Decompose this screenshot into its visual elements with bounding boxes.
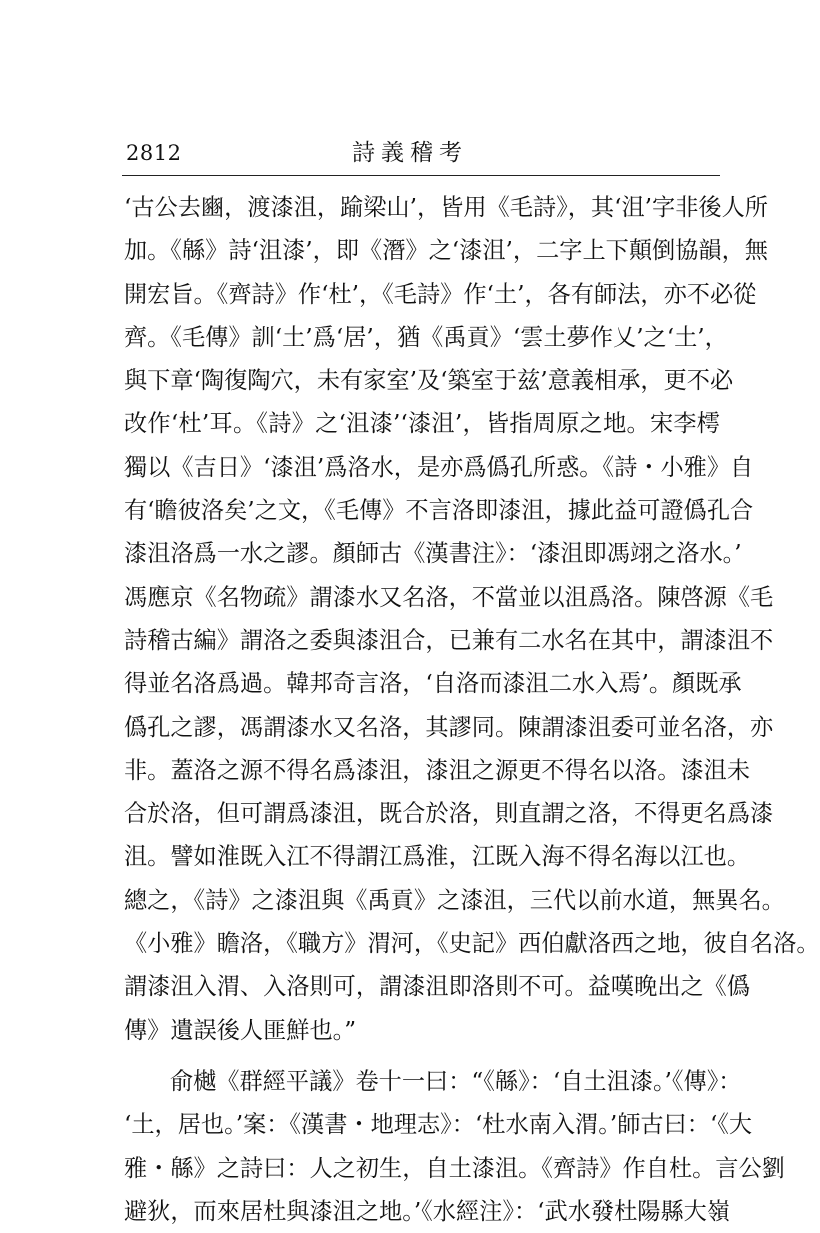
text-line: 總之，《詩》之漆沮與《禹貢》之漆沮，三代以前水道，無異名。 — [124, 886, 785, 914]
paragraph-1 — [124, 186, 820, 1052]
text-line: 與下章‘陶復陶穴，未有家室’及‘築室于兹’意義相承，更不必 — [124, 367, 734, 395]
text-line: 改作‘杜’耳。《詩》之‘沮漆’‘漆沮’，皆指周原之地。宋李樗 — [124, 410, 720, 438]
text-line: 避狄，而來居杜與漆沮之地。’《水經注》：‘武水發杜陽縣大嶺 — [124, 1197, 731, 1225]
running-title: 詩義稽考 — [352, 140, 468, 166]
page-header — [126, 140, 720, 174]
text-line: 齊。《毛傳》訓‘土’爲‘居’，猶《禹貢》‘雲土夢作乂’之‘土’， — [124, 323, 728, 351]
text-line: 雅・緜》之詩曰：人之初生，自土漆沮。《齊詩》作自杜。言公劉 — [124, 1154, 785, 1182]
text-line: 非。蓋洛之源不得名爲漆沮，漆沮之源更不得名以洛。漆沮未 — [124, 756, 751, 784]
text-line: 獨以《吉日》‘漆沮’爲洛水，是亦爲僞孔所惑。《詩・小雅》自 — [124, 453, 754, 481]
text-line: 沮。譬如淮既入江不得謂江爲淮，江既入海不得名海以江也。 — [124, 843, 751, 871]
text-line: 僞孔之謬，馮謂漆水又名洛，其謬同。陳謂漆沮委可並名洛，亦 — [124, 713, 774, 741]
text-line: 傳》遺誤後人匪鮮也。” — [124, 1016, 357, 1044]
text-line: 《小雅》瞻洛，《職方》渭河，《史記》西伯獻洛西之地，彼自名洛。 — [124, 930, 820, 958]
text-line: ‘土，居也。’案：《漢書・地理志》：‘杜水南入渭。’師古曰：‘《大 — [124, 1111, 753, 1139]
text-line: 漆沮洛爲一水之謬。顏師古《漢書注》：‘漆沮即馮翊之洛水。’ — [124, 540, 742, 568]
text-line: 馮應京《名物疏》謂漆水又名洛，不當並以沮爲洛。陳啓源《毛 — [124, 583, 774, 611]
header-divider — [122, 175, 720, 176]
page-number: 2812 — [126, 141, 182, 165]
text-line: 謂漆沮入渭、入洛則可，謂漆沮即洛則不可。益嘆晚出之《僞 — [124, 973, 751, 1001]
text-line: 合於洛，但可謂爲漆沮，既合於洛，則直謂之洛，不得更名爲漆 — [124, 800, 774, 828]
text-line: 開宏旨。《齊詩》作‘杜’，《毛詩》作‘土’，各有師法，亦不必從 — [124, 280, 757, 308]
text-line: 有‘瞻彼洛矣’之文，《毛傳》不言洛即漆沮，據此益可證僞孔合 — [124, 497, 754, 525]
text-line: ‘古公去豳，渡漆沮，踰梁山’，皆用《毛詩》，其‘沮’字非後人所 — [124, 194, 768, 221]
text-line: 加。《緜》詩‘沮漆’，即《潛》之‘漆沮’，二字上下顛倒協韻，無 — [124, 237, 768, 265]
text-line: 得並名洛爲過。韓邦奇言洛，‘自洛而漆沮二水入焉’。顏既承 — [124, 670, 742, 698]
text-line: 俞樾《群經平議》卷十一曰：“《緜》：‘自土沮漆。’《傳》： — [170, 1067, 742, 1095]
text-line: 詩稽古編》謂洛之委與漆沮合，已兼有二水名在其中，謂漆沮不 — [124, 626, 774, 654]
paragraph-gap — [124, 1052, 720, 1060]
body-text — [124, 186, 820, 1233]
paragraph-2 — [124, 1060, 785, 1233]
